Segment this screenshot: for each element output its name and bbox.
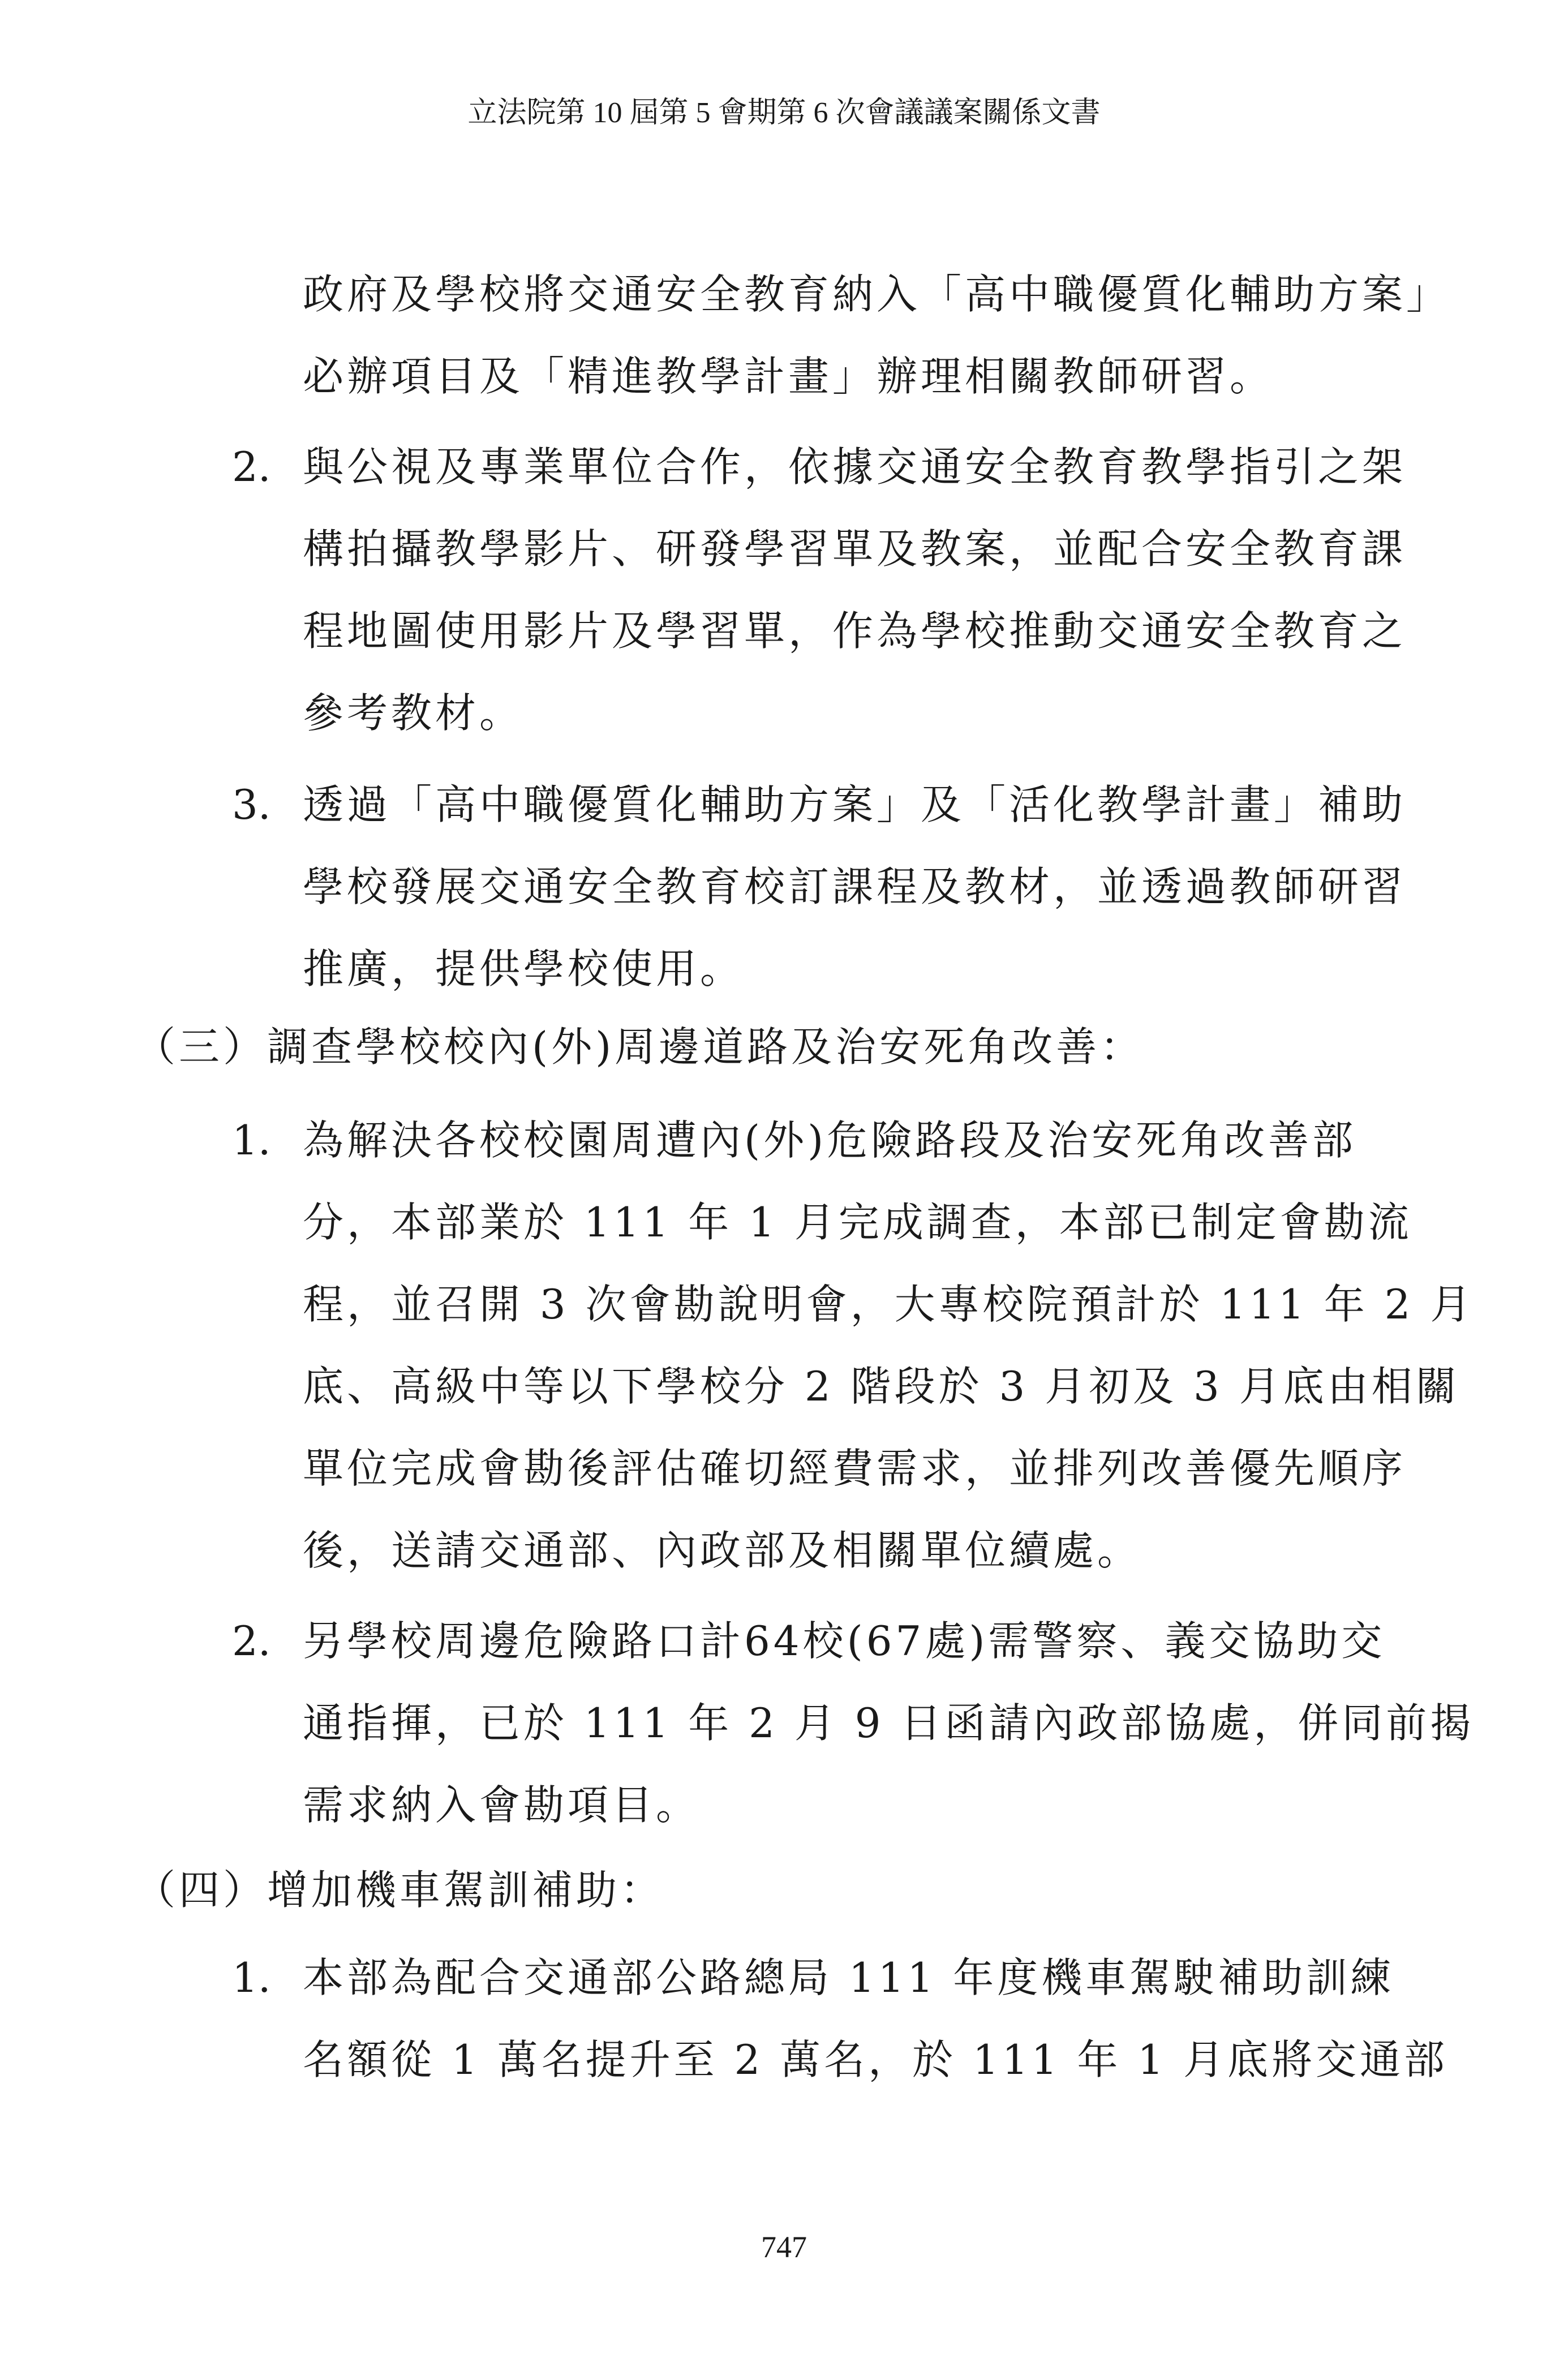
item-number: 2.	[232, 1617, 271, 1665]
item-line: 本部為配合交通部公路總局 111 年度機車駕駛補助訓練	[303, 1954, 1395, 2001]
item-line: 分，本部業於 111 年 1 月完成調查，本部已制定會勘流	[303, 1198, 1412, 1246]
item-line: 單位完成會勘後評估確切經費需求，並排列改善優先順序	[303, 1445, 1407, 1492]
document-header: 立法院第 10 屆第 5 會期第 6 次會議議案關係文書	[467, 97, 1101, 129]
item-line: 程，並召開 3 次會勘說明會，大專校院預計於 111 年 2 月	[303, 1281, 1475, 1328]
section-heading: （三）調查學校校內(外)周邊道路及治安死角改善：	[135, 1023, 1145, 1071]
item-number: 1.	[232, 1954, 271, 2001]
item-number: 3.	[232, 781, 271, 828]
section-heading: （四）增加機車駕訓補助：	[135, 1866, 665, 1914]
intro-line: 必辦項目及「精進教學計畫」辦理相關教師研習。	[303, 353, 1274, 400]
item-line: 需求納入會勘項目。	[303, 1781, 701, 1829]
item-line: 後，送請交通部、內政部及相關單位續處。	[303, 1527, 1142, 1574]
item-line: 名額從 1 萬名提升至 2 萬名，於 111 年 1 月底將交通部	[303, 2036, 1448, 2084]
item-line: 參考教材。	[303, 689, 524, 737]
item-line: 學校發展交通安全教育校訂課程及教材，並透過教師研習	[303, 863, 1407, 910]
item-line: 通指揮，已於 111 年 2 月 9 日函請內政部協處，併同前揭	[303, 1699, 1475, 1747]
item-line: 程地圖使用影片及學習單，作為學校推動交通安全教育之	[303, 607, 1407, 655]
item-line: 推廣，提供學校使用。	[303, 945, 745, 993]
item-line: 底、高級中等以下學校分 2 階段於 3 月初及 3 月底由相關	[303, 1363, 1460, 1410]
item-line: 為解決各校校園周遭內(外)危險路段及治安死角改善部	[303, 1116, 1357, 1164]
item-line: 構拍攝教學影片、研發學習單及教案，並配合安全教育課	[303, 525, 1407, 573]
item-line: 另學校周邊危險路口計64校(67處)需警察、義交協助交	[303, 1617, 1386, 1665]
item-number: 1.	[232, 1116, 271, 1164]
item-line: 與公視及專業單位合作，依據交通安全教育教學指引之架	[303, 443, 1407, 491]
intro-line: 政府及學校將交通安全教育納入「高中職優質化輔助方案」	[303, 270, 1451, 318]
page-number: 747	[761, 2230, 807, 2264]
item-line: 透過「高中職優質化輔助方案」及「活化教學計畫」補助	[303, 781, 1407, 828]
item-number: 2.	[232, 443, 271, 491]
